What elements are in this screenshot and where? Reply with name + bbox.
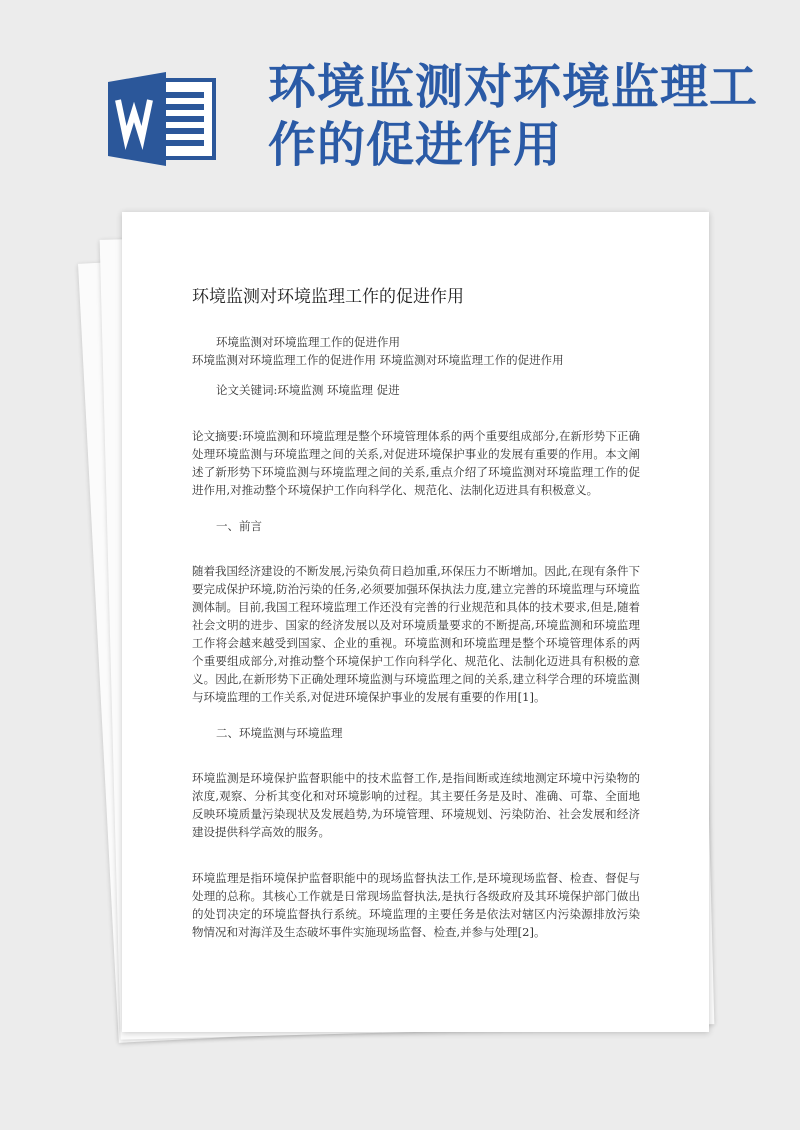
subtitle-line: 环境监测对环境监理工作的促进作用 环境监测对环境监理工作的促进作用 [192,353,564,367]
body-paragraph: 随着我国经济建设的不断发展,污染负荷日趋加重,环保压力不断增加。因此,在现有条件下要完成保护环境,防治污染的任务,必须要加强环保执法力度,建立完善的环境监理与环境监测体制。目前,我国工程环境监理工作还没有完善的行业规范和具体的技术要求,但是,随着社会文明的进步、国家的经济发展以及对环境质量要求的不断提高,环境监测和环境监理工作将会越来越受到国家、企业的重视。环境监测和环境监理是整个环境管理体系的两个重要组成部分,对推动整个环境保护工作向科学化、规范化、法制化迈进具有积极的意义。因此,在新形势下正确处理环境监测与环境监理之间的关系,建立科学合理的环境监测与环境监理的工作关系,对促进环境保护事业的发展有重要的作用[1]。 [192,564,640,704]
header-banner [0,0,800,200]
section-heading: 二、环境监测与环境监理 [216,726,343,740]
document-page [122,212,709,1032]
document-content [192,282,640,941]
paper-title: 环境监测对环境监理工作的促进作用 [192,287,464,307]
document-title: 环境监测对环境监理工作的促进作用 [268,59,759,173]
section-heading: 一、前言 [216,519,262,533]
word-icon [108,72,218,166]
keywords: 论文关键词:环境监测 环境监理 促进 [216,383,400,397]
subtitle-line: 环境监测对环境监理工作的促进作用 [216,335,400,349]
body-paragraph: 环境监测是环境保护监督职能中的技术监督工作,是指间断或连续地测定环境中污染物的浓度,观察、分析其变化和对环境影响的过程。其主要任务是及时、准确、可靠、全面地反映环境质量污染现状及发展趋势,为环境管理、环境规划、污染防治、社会发展和经济建设提供科学高效的服务。 [192,771,640,839]
abstract-paragraph: 论文摘要:环境监测和环境监理是整个环境管理体系的两个重要组成部分,在新形势下正确处理环境监测与环境监理之间的关系,对促进环境保护事业的发展有重要的作用。本文阐述了新形势下环境监测与环境监理之间的关系,重点介绍了环境监测对环境监理工作的促进作用,对推动整个环境保护工作向科学化、规范化、法制化迈进具有积极意义。 [192,429,640,497]
body-paragraph: 环境监理是指环境保护监督职能中的现场监督执法工作,是环境现场监督、检查、督促与处理的总称。其核心工作就是日常现场监督执法,是执行各级政府及其环境保护部门做出的处罚决定的环境监督执行系统。环境监理的主要任务是依法对辖区内污染源排放污染物情况和对海洋及生态破坏事件实施现场监督、检查,并参与处理[2]。 [192,871,640,939]
